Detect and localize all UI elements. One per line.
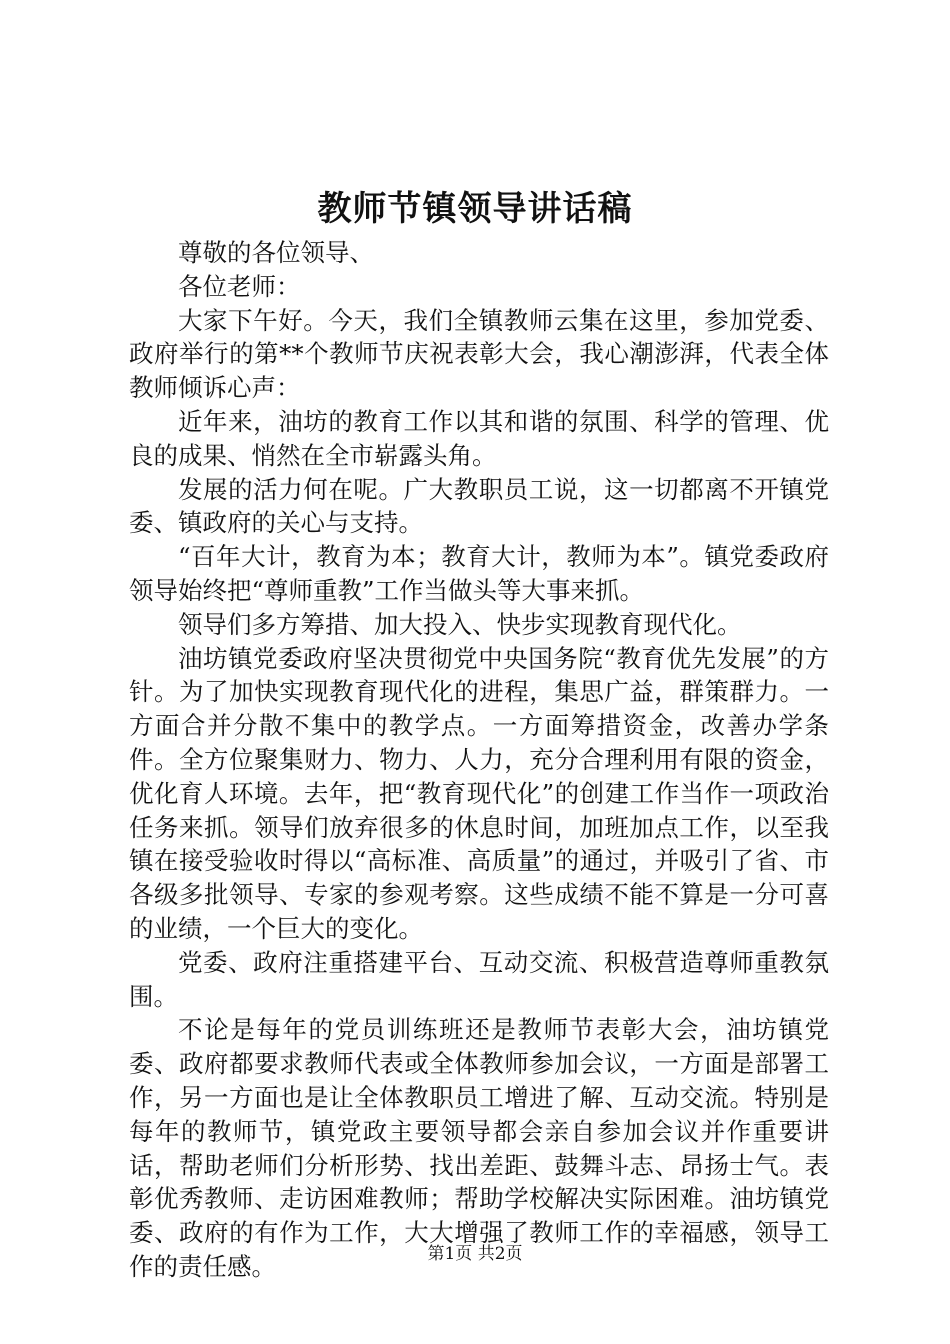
paragraph-salutation-1: 尊敬的各位领导、	[178, 238, 374, 267]
paragraph: 大家下午好。今天，我们全镇教师云集在这里，参加党委、政府举行的第**个教师节庆祝表彰大会，我心潮澎湃，代表全体教师倾诉心声：	[129, 305, 829, 403]
paragraph: 油坊镇党委政府坚决贯彻党中央国务院“教育优先发展”的方针。为了加快实现教育现代化的进程，集思广益，群策群力。一方面合并分散不集中的教学点。一方面筹措资金，改善办学条件。全方位聚集财力、物力、人力，充分合理利用有限的资金，优化育人环境。去年，把“教育现代化”的创建工作当作一项政治任务来抓。领导们放弃很多的休息时间，加班加点工作，以至我镇在接受验收时得以“高标准、高质量”的通过，并吸引了省、市各级多批领导、专家的参观考察。这些成绩不能不算是一分可喜的业绩，一个巨大的变化。	[129, 643, 829, 943]
paragraph: “百年大计，教育为本；教育大计，教师为本”。镇党委政府领导始终把“尊师重教”工作当做头等大事来抓。	[129, 542, 829, 605]
paragraph-salutation-2: 各位老师：	[178, 271, 301, 301]
document-title: 教师节镇领导讲话稿	[317, 189, 633, 229]
paragraph: 发展的活力何在呢。广大教职员工说，这一切都离不开镇党委、镇政府的关心与支持。	[129, 474, 829, 538]
page-footer: 第1页 共2页	[427, 1244, 523, 1264]
paragraph: 近年来，油坊的教育工作以其和谐的氛围、科学的管理、优良的成果、悄然在全市崭露头角。	[129, 406, 829, 470]
paragraph: 领导们多方筹措、加大投入、快步实现教育现代化。	[178, 609, 742, 639]
paragraph: 不论是每年的党员训练班还是教师节表彰大会，油坊镇党委、政府都要求教师代表或全体教师参加会议，一方面是部署工作，另一方面也是让全体教职员工增进了解、互动交流。特别是每年的教师节，镇党政主要领导都会亲自参加会议并作重要讲话，帮助老师们分析形势、找出差距、鼓舞斗志、昂扬士气。表彰优秀教师、走访困难教师；帮助学校解决实际困难。油坊镇党委、政府的有作为工作，大大增强了教师工作的幸福感，领导工作的责任感。	[129, 1015, 829, 1281]
paragraph: 党委、政府注重搭建平台、互动交流、积极营造尊师重教氛围。	[129, 947, 829, 1011]
document-body	[129, 236, 829, 1284]
